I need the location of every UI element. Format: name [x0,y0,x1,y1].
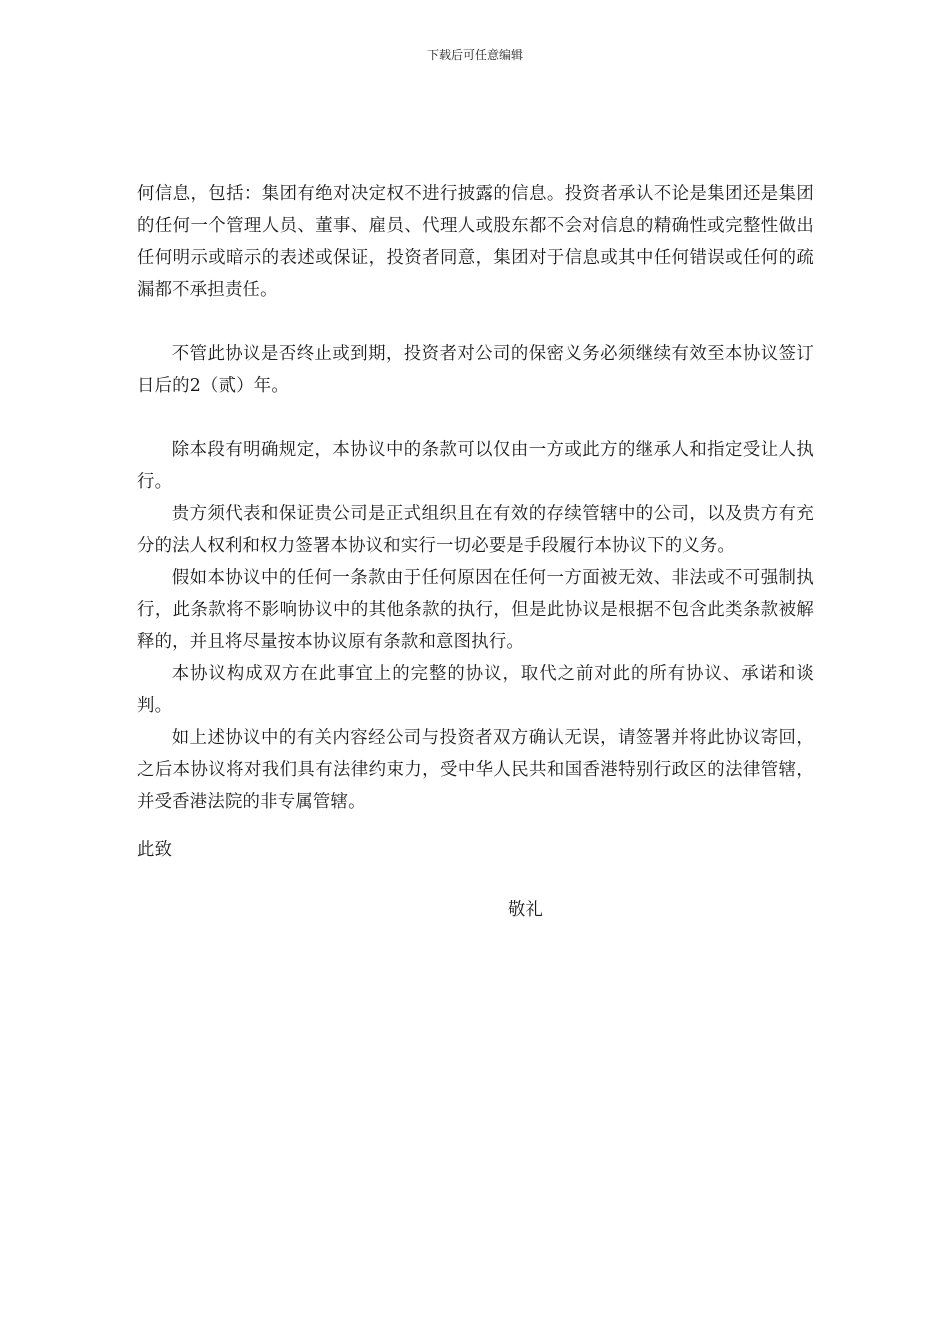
page-header: 下载后可任意编辑 [426,48,523,62]
closing: 敬礼 [507,900,544,920]
paragraph-2: 不管此协议是否终止或到期，投资者对公司的保密义务必须继续有效至本协议签订日后的2（贰）年。 [137,344,814,396]
paragraph-1: 何信息，包括：集团有绝对决定权不进行披露的信息。投资者承认不论是集团还是集团的任何一个管理人员、董事、雇员、代理人或股东都不会对信息的精确性或完整性做出任何明示或暗示的表述或保证，投资者同意，集团对于信息或其中任何错误或任何的疏漏都不承担责任。 [137,184,814,300]
paragraph-5: 假如本协议中的任何一条款由于任何原因在任何一方面被无效、非法或不可强制执行，此条款将不影响协议中的其他条款的执行，但是此协议是根据不包含此类条款被解释的，并且将尽量按本协议原有条款和意图执行。 [137,568,814,652]
paragraph-7: 如上述协议中的有关内容经公司与投资者双方确认无误，请签署并将此协议寄回，之后本协议将对我们具有法律约束力，受中华人民共和国香港特别行政区的法律管辖，并受香港法院的非专属管辖。 [137,728,814,812]
paragraph-3: 除本段有明确规定，本协议中的条款可以仅由一方或此方的继承人和指定受让人执行。 [137,440,814,492]
paragraph-6: 本协议构成双方在此事宜上的完整的协议，取代之前对此的所有协议、承诺和谈判。 [137,664,814,716]
salutation: 此致 [137,840,173,860]
document-body [137,178,814,926]
paragraph-4: 贵方须代表和保证贵公司是正式组织且在有效的存续管辖中的公司，以及贵方有充分的法人权利和权力签署本协议和实行一切必要是手段履行本协议下的义务。 [137,504,814,556]
